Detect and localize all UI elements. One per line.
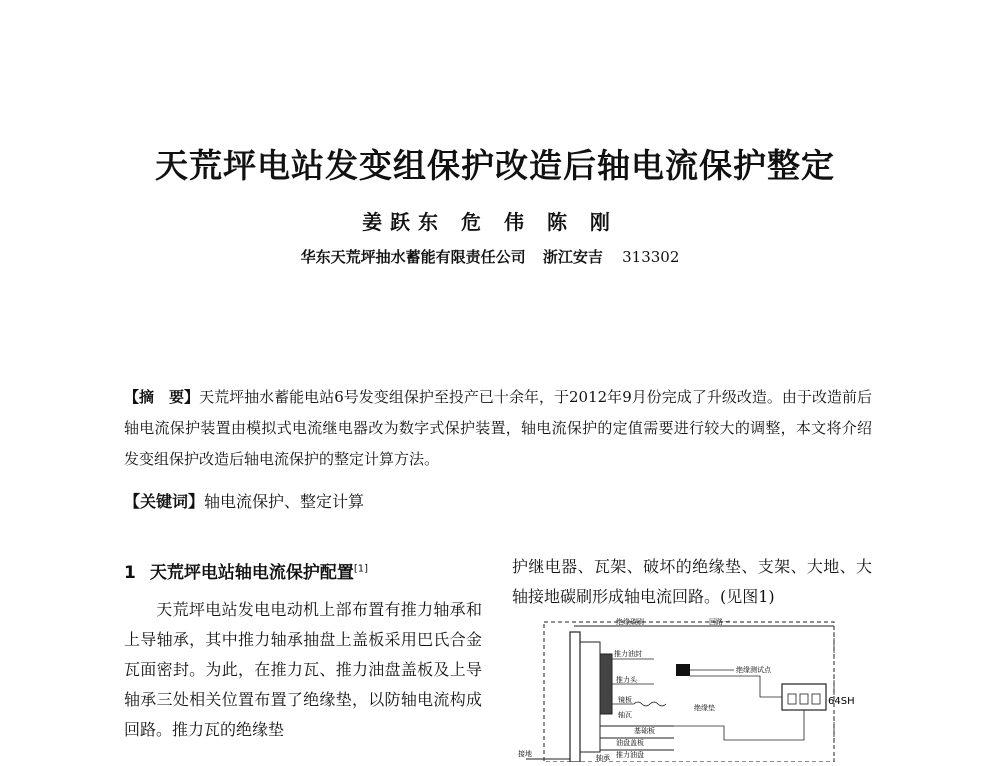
- abstract-text: 天荒坪抽水蓄能电站6号发变组保护至投产已十余年，于2012年9月份完成了升级改造。由于改造前后轴电流保护装置由模拟式电流继电器改为数字式保护装置，轴电流保护的定值需要进行较大的调整，本文将介绍发变组保护改造后轴电流保护的整定计算方法。: [124, 388, 872, 468]
- author-list: 姜跃东 危 伟 陈 刚: [362, 210, 618, 234]
- label-insulation-pad: 绝缘垫: [694, 704, 715, 712]
- affiliation-org: 华东天荒坪抽水蓄能有限责任公司: [300, 248, 526, 266]
- affiliation-zip: 313302: [622, 248, 680, 266]
- section-number: 1: [124, 563, 136, 583]
- label-relay: 64SH: [828, 696, 855, 707]
- affiliation-place: 浙江安吉: [542, 248, 603, 266]
- label-shaft: 轴承: [596, 754, 610, 762]
- figure-1-diagram: [504, 614, 884, 762]
- right-column-text: [512, 552, 872, 612]
- paper-title: 天荒坪电站发变组保护改造后轴电流保护整定: [155, 146, 835, 185]
- keywords-label: 【关键词】: [124, 492, 205, 511]
- section-heading: [124, 558, 484, 583]
- label-ground: 接地: [518, 750, 532, 758]
- label-relay-test: 绝缘测试点: [736, 666, 771, 674]
- shaft-current-diagram: [504, 614, 884, 762]
- keywords: [124, 488, 872, 516]
- section-title: 天荒坪电站轴电流保护配置: [149, 563, 354, 583]
- shaft: [570, 632, 580, 762]
- left-paragraph: 天荒坪电站发电电动机上部布置有推力轴承和上导轴承，其中推力轴承抽盘上盖板采用巴氏合金瓦面密封。为此，在推力瓦、推力油盘盖板及上导轴承三处相关位置布置了绝缘垫，以防轴电流构成回路。推力瓦的绝缘垫: [124, 600, 482, 739]
- label-insulation-brush: 绝缘碳刷: [616, 618, 644, 626]
- label-mirror: 镜板: [618, 696, 632, 704]
- keywords-text: 轴电流保护、整定计算: [204, 492, 365, 511]
- right-paragraph: 护继电器、瓦架、破坏的绝缘垫、支架、大地、大轴接地碳刷形成轴电流回路。(见图1): [512, 557, 872, 606]
- label-pad: 轴瓦: [618, 711, 632, 719]
- label-oil-cover: 油盘盖板: [616, 739, 644, 747]
- bearing-housing: [580, 642, 600, 752]
- relay-box: [782, 684, 826, 710]
- reference-marker: [1]: [353, 563, 369, 575]
- test-point-block: [676, 664, 690, 676]
- outer-frame: [544, 622, 834, 762]
- label-oil-basin: 推力油盘: [616, 751, 644, 759]
- label-thrust-head: 推力头: [616, 676, 637, 684]
- abstract: [124, 382, 872, 475]
- thrust-head-block: [600, 654, 612, 714]
- label-loop: 回路一: [709, 618, 730, 626]
- left-column-text: [124, 595, 482, 745]
- label-support: 基础板: [634, 727, 655, 735]
- label-thrust-seal: 推力油封: [614, 650, 642, 658]
- affiliation: [0, 246, 980, 267]
- abstract-label: 【摘 要】: [124, 388, 200, 406]
